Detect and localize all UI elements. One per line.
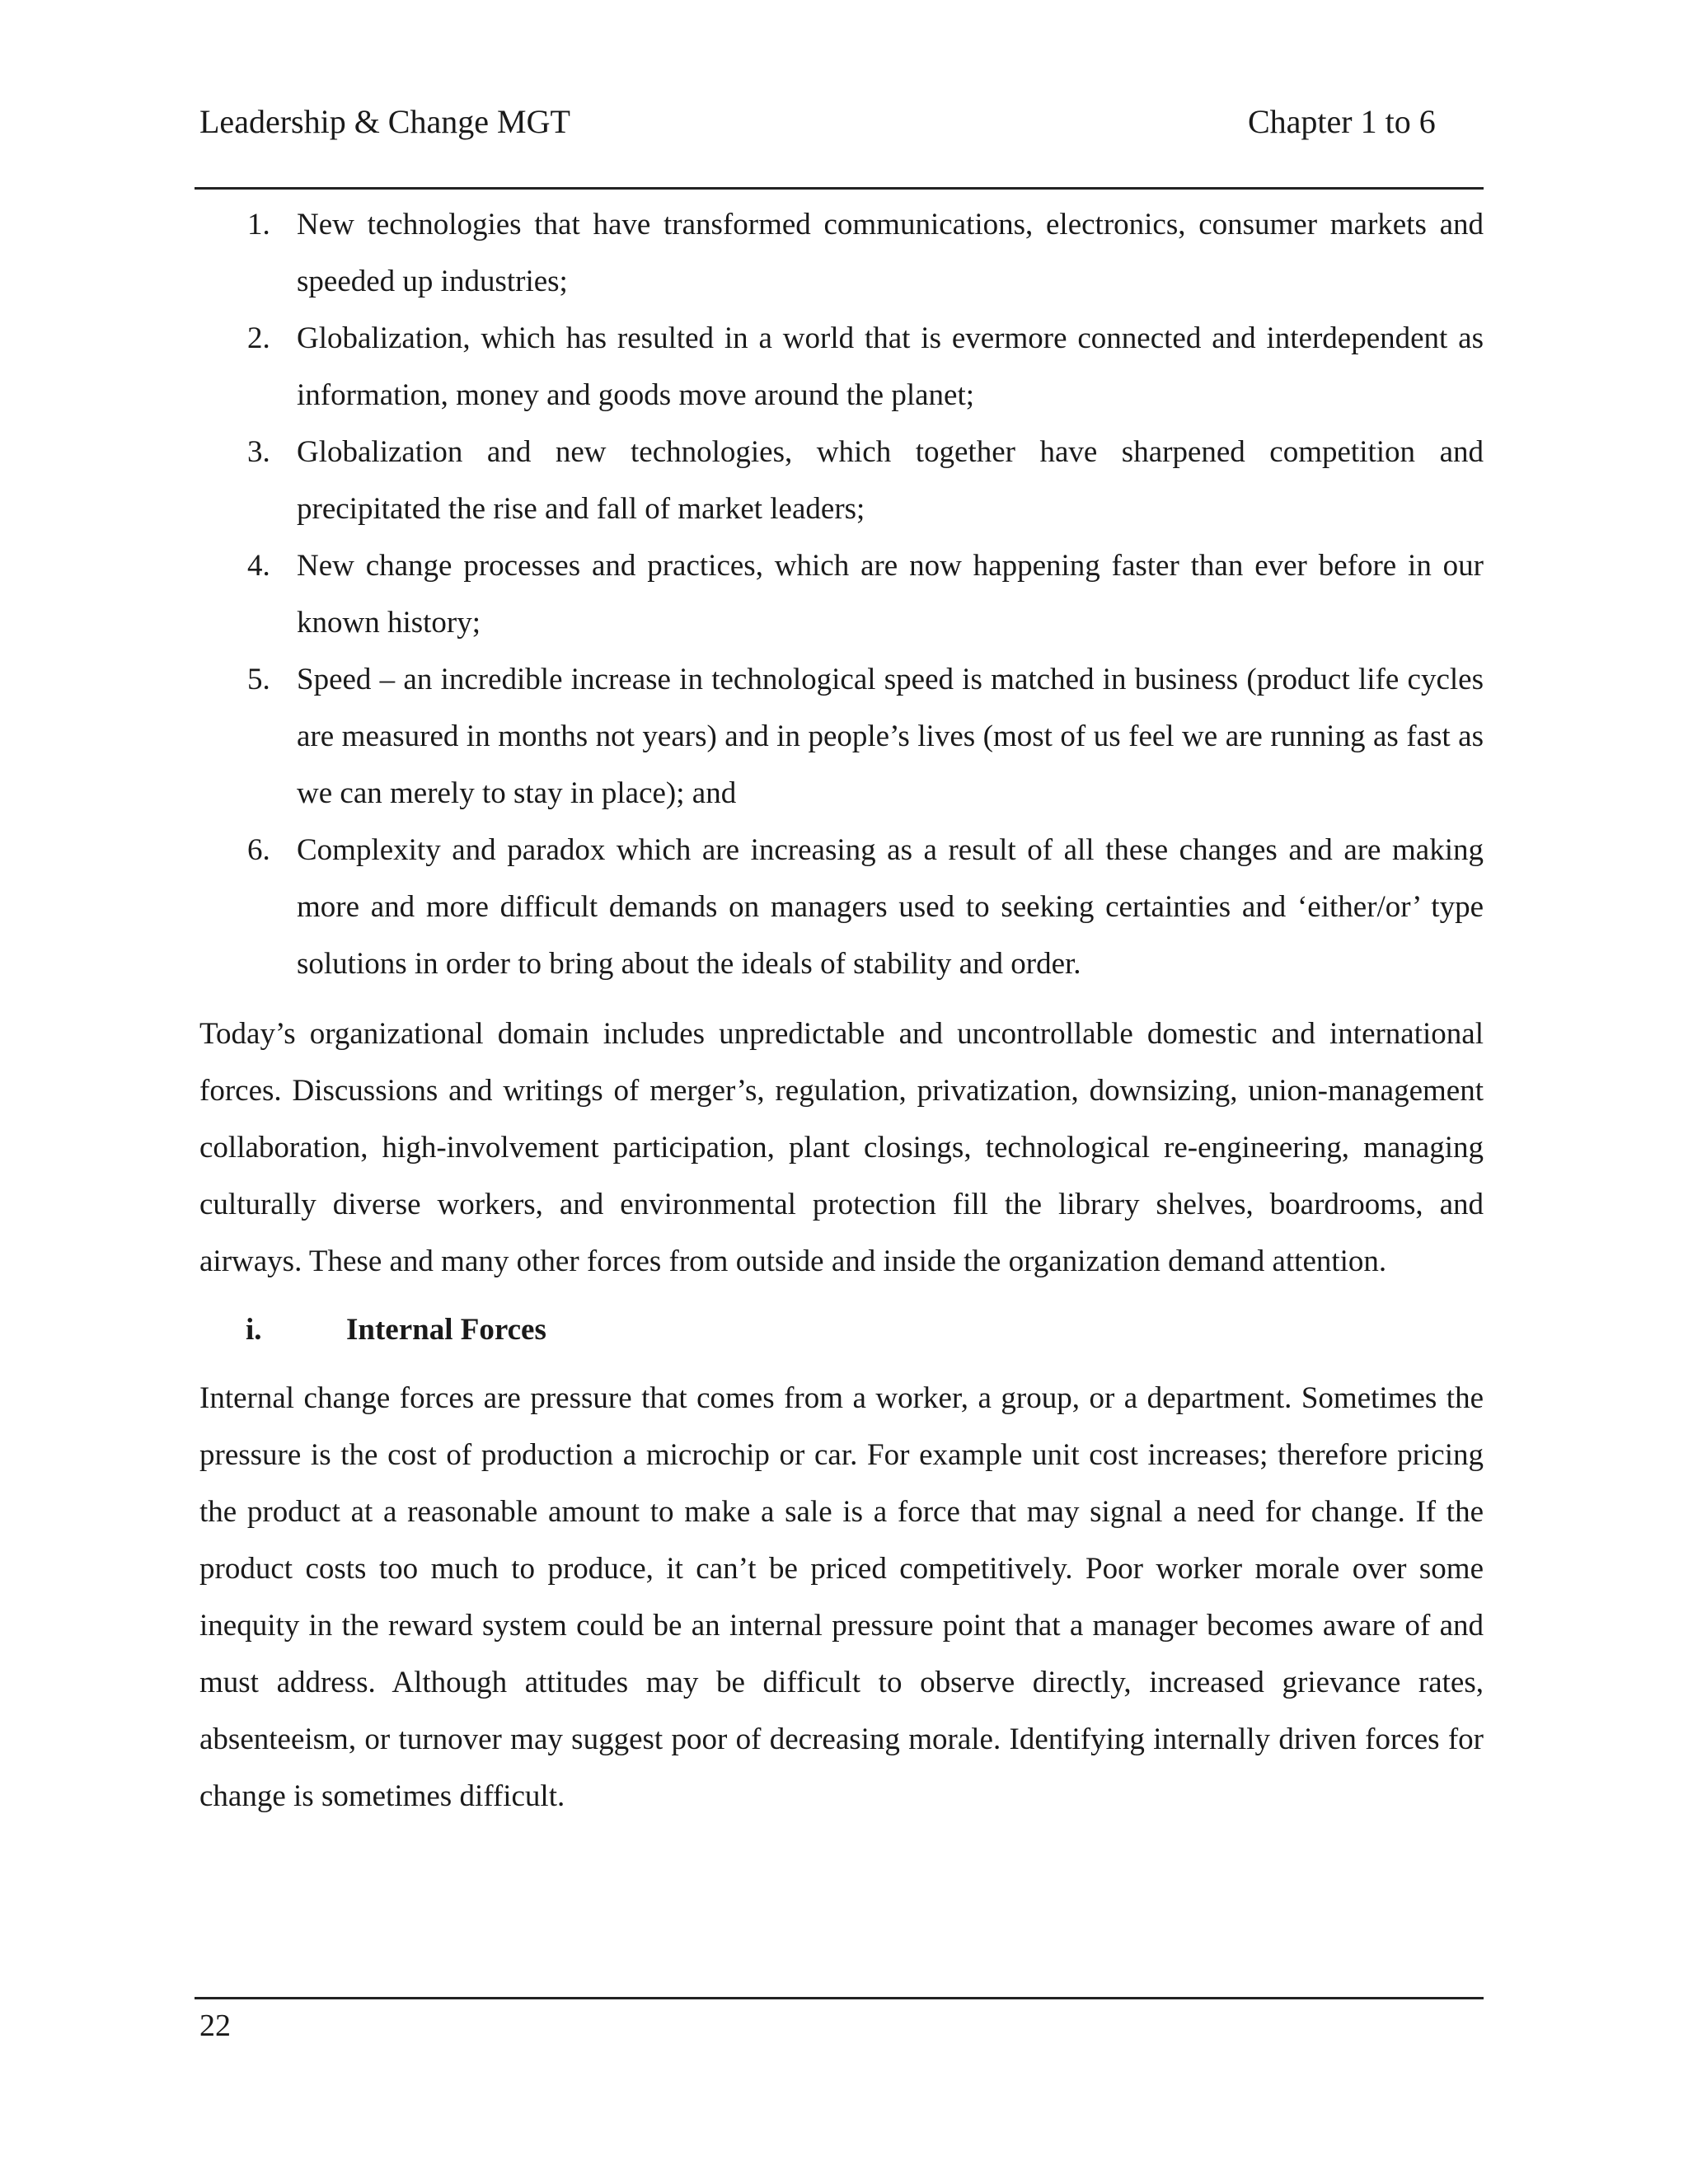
- header-chapter-range: Chapter 1 to 6: [1248, 103, 1436, 140]
- page-body: [199, 196, 1484, 1825]
- list-item-number: 5.: [247, 663, 270, 696]
- list-item-number: 2.: [247, 321, 270, 355]
- list-item-number: 6.: [247, 833, 270, 867]
- list-item-number: 3.: [247, 435, 270, 469]
- header-divider: [195, 187, 1484, 190]
- list-item-text: Complexity and paradox which are increasing as a result of all these changes and are making more and more difficult demands on managers used to seeking certainties and ‘either/or’ type solutions in order to bring about the ideals of stability and order.: [297, 833, 1484, 981]
- list-item: [199, 196, 1484, 310]
- list-item: [199, 651, 1484, 822]
- body-paragraph: Today’s organizational domain includes unpredictable and uncontrollable domestic and international forces. Discussions and writings of merger’s, regulation, privatization, downsizing, union-management collaboration, high-involvement participation, plant closings, technological re-engineering, managing culturally diverse workers, and environmental protection fill the library shelves, boardrooms, and airways. These and many other forces from outside and inside the organization demand attention.: [199, 1017, 1484, 1278]
- list-item-number: 1.: [247, 208, 270, 241]
- list-item: [199, 310, 1484, 424]
- body-paragraph: Internal change forces are pressure that comes from a worker, a group, or a department. Sometimes the pressure is the cost of production a microchip or car. For example unit cost increases; therefore pricing the product at a reasonable amount to make a sale is a force that may signal a need for change. If the product costs too much to produce, it can’t be priced competitively. Poor worker morale over some inequity in the reward system could be an internal pressure point that a manager becomes aware of and must address. Although attitudes may be difficult to observe directly, increased grievance rates, absenteeism, or turnover may suggest poor of decreasing morale. Identifying internally driven forces for change is sometimes difficult.: [199, 1381, 1484, 1813]
- section-title: Internal Forces: [346, 1313, 546, 1347]
- section-heading: [199, 1301, 1484, 1358]
- page-number: 22: [199, 2008, 231, 2043]
- list-item-text: New change processes and practices, which are now happening faster than ever before in our known history;: [297, 549, 1484, 640]
- list-item: [199, 537, 1484, 651]
- header-book-title: Leadership & Change MGT: [199, 103, 570, 140]
- section-numeral: i.: [246, 1313, 262, 1347]
- list-item-text: Speed – an incredible increase in technological speed is matched in business (product life cycles are measured in months not years) and in people’s lives (most of us feel we are running as fast as we can merely to stay in place); and: [297, 663, 1484, 810]
- list-item-text: Globalization, which has resulted in a world that is evermore connected and interdependent as information, money and goods move around the planet;: [297, 321, 1484, 412]
- list-item-number: 4.: [247, 549, 270, 583]
- list-item-text: Globalization and new technologies, which together have sharpened competition and precipitated the rise and fall of market leaders;: [297, 435, 1484, 526]
- list-item: [199, 822, 1484, 992]
- footer-divider: [195, 1997, 1484, 1999]
- list-item-text: New technologies that have transformed communications, electronics, consumer markets and speeded up industries;: [297, 208, 1484, 298]
- list-item: [199, 424, 1484, 537]
- change-forces-list: [199, 196, 1484, 992]
